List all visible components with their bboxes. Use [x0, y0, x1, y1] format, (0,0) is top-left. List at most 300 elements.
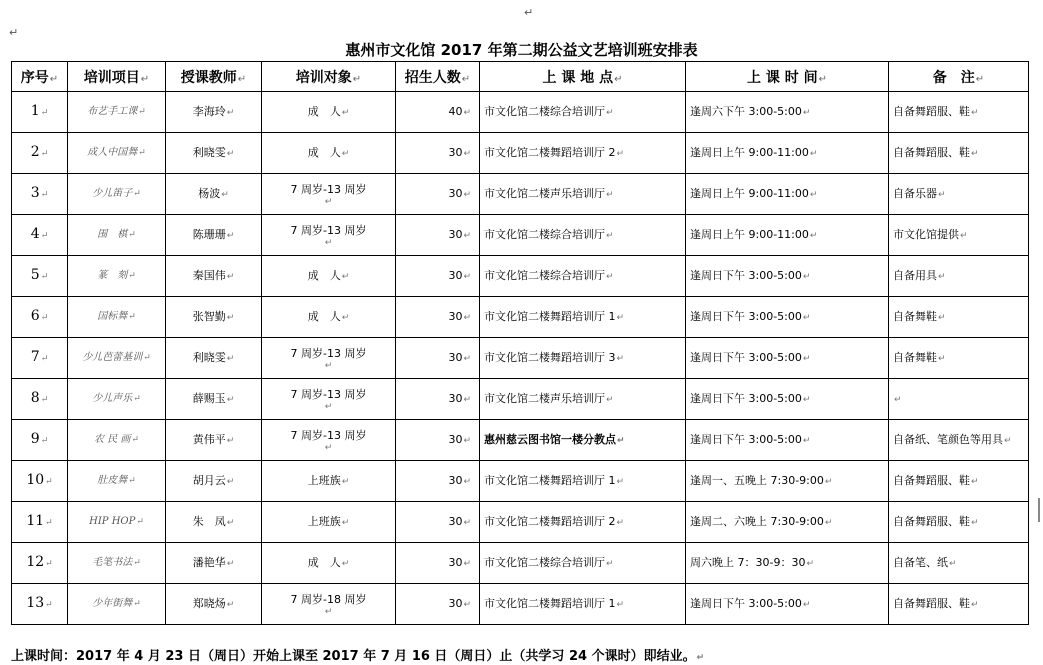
header-cell: 备 注↵ — [889, 62, 1029, 92]
page-title: 惠州市文化馆 2017 年第二期公益文艺培训班安排表 — [345, 41, 698, 59]
cell-mark: ↵ — [341, 558, 350, 569]
teacher-cell-text: 黄伟平 — [192, 432, 226, 446]
place-cell-text: 惠州慈云图书馆一楼分教点 — [484, 432, 616, 446]
cell-mark: ↵ — [606, 394, 614, 405]
count-cell-text: 30 — [448, 555, 463, 569]
cell-mark: ↵ — [341, 271, 350, 282]
row-number — [12, 338, 68, 379]
cell-mark: ↵ — [802, 353, 811, 364]
cell-mark: ↵ — [40, 312, 49, 323]
place-cell-text: 市文化馆二楼综合培训厅 — [484, 555, 605, 569]
note-cell — [889, 420, 1029, 461]
row-number — [12, 297, 68, 338]
note-cell — [889, 379, 1029, 420]
cell-mark: ↵ — [324, 360, 333, 371]
cell-mark: ↵ — [136, 517, 144, 527]
target-cell — [262, 420, 396, 461]
cell-mark: ↵ — [960, 230, 968, 241]
cell-mark: ↵ — [938, 189, 946, 200]
place-cell-text: 市文化馆二楼舞蹈培训厅 3 — [484, 350, 616, 364]
row-number — [12, 379, 68, 420]
target-cell — [262, 584, 396, 625]
cell-mark: ↵ — [938, 271, 946, 282]
header-cell: 培训对象↵ — [262, 62, 396, 92]
teacher-cell — [166, 502, 262, 543]
place-cell — [480, 174, 686, 215]
cell-mark: ↵ — [45, 476, 53, 487]
project-cell — [68, 379, 166, 420]
place-cell — [480, 215, 686, 256]
place-cell-text: 市文化馆二楼舞蹈培训厅 2 — [484, 514, 616, 528]
cell-mark: ↵ — [809, 189, 818, 200]
place-cell-text: 市文化馆二楼舞蹈培训厅 1 — [484, 309, 616, 323]
time-cell — [686, 502, 889, 543]
teacher-cell — [166, 174, 262, 215]
count-cell-text: 30 — [448, 350, 463, 364]
note-cell-text: 自备舞蹈服、鞋 — [893, 473, 970, 487]
target-cell-text: 7 周岁-13 周岁 — [290, 182, 367, 196]
target-cell — [262, 215, 396, 256]
cell-mark: ↵ — [226, 599, 235, 610]
header-cell: 上 课 地 点↵ — [480, 62, 686, 92]
cell-mark: ↵ — [226, 476, 235, 487]
project-cell-text: 少儿芭蕾基训 — [82, 352, 143, 363]
project-cell — [68, 584, 166, 625]
table-row — [12, 584, 1029, 625]
note-cell-text: 自备舞蹈服、鞋 — [893, 145, 970, 159]
target-cell-text: 上班族 — [307, 473, 341, 487]
place-cell — [480, 584, 686, 625]
place-cell — [480, 379, 686, 420]
place-cell — [480, 92, 686, 133]
cell-mark: ↵ — [133, 599, 141, 609]
cell-mark: ↵ — [616, 312, 625, 323]
target-cell-text: 7 周岁-18 周岁 — [290, 592, 367, 606]
time-cell-text: 逢周日下午 3:00-5:00 — [690, 596, 802, 610]
cell-mark: ↵ — [938, 312, 946, 323]
cell-mark: ↵ — [128, 476, 136, 486]
row-number — [12, 92, 68, 133]
time-cell-text: 逢周日下午 3:00-5:00 — [690, 350, 802, 364]
header-cell: 招生人数↵ — [396, 62, 480, 92]
cell-mark: ↵ — [894, 394, 902, 405]
cell-mark: ↵ — [971, 476, 979, 487]
cell-mark: ↵ — [463, 353, 471, 364]
time-cell-text: 逢周一、五晚上 7:30-9:00 — [690, 473, 824, 487]
header-cell: 授课教师↵ — [166, 62, 262, 92]
project-cell — [68, 338, 166, 379]
cell-mark: ↵ — [226, 271, 235, 282]
note-cell — [889, 133, 1029, 174]
teacher-cell — [166, 379, 262, 420]
place-cell — [480, 502, 686, 543]
count-cell-text: 30 — [448, 473, 463, 487]
cell-mark: ↵ — [617, 435, 625, 446]
cell-mark: ↵ — [45, 558, 53, 569]
count-cell — [396, 543, 480, 584]
place-cell — [480, 543, 686, 584]
paragraph-mark: ↵ — [9, 26, 19, 39]
cell-mark: ↵ — [341, 312, 350, 323]
cell-mark: ↵ — [133, 189, 141, 199]
cell-mark: ↵ — [606, 558, 614, 569]
cell-mark: ↵ — [809, 148, 818, 159]
row-number-text: 11 — [26, 512, 45, 529]
cell-mark: ↵ — [226, 394, 235, 405]
place-cell — [480, 256, 686, 297]
table-row — [12, 379, 1029, 420]
scroll-edge — [1038, 498, 1040, 522]
note-cell — [889, 215, 1029, 256]
teacher-cell — [166, 420, 262, 461]
project-cell — [68, 256, 166, 297]
cell-mark: ↵ — [40, 435, 49, 446]
count-cell-text: 30 — [448, 227, 463, 241]
cell-mark: ↵ — [802, 312, 811, 323]
cell-mark: ↵ — [606, 230, 614, 241]
target-cell-text: 7 周岁-13 周岁 — [290, 346, 367, 360]
project-cell — [68, 502, 166, 543]
class-time-note: 上课时间：2017 年 4 月 23 日（周日）开始上课至 2017 年 7 月 16 日（周日）止（共学习 24 个课时）即结业。↵ — [11, 649, 705, 664]
time-cell-text: 逢周日下午 3:00-5:00 — [690, 391, 802, 405]
count-cell — [396, 256, 480, 297]
count-cell-text: 30 — [448, 309, 463, 323]
cell-mark: ↵ — [824, 517, 833, 528]
cell-mark: ↵ — [606, 107, 614, 118]
note-cell — [889, 256, 1029, 297]
cell-mark: ↵ — [226, 148, 235, 159]
note-cell — [889, 584, 1029, 625]
cell-mark: ↵ — [341, 107, 350, 118]
class-time-label: 上课时间： — [11, 649, 77, 664]
target-cell — [262, 543, 396, 584]
target-cell-text: 上班族 — [307, 514, 341, 528]
time-cell — [686, 133, 889, 174]
place-cell-text: 市文化馆二楼声乐培训厅 — [484, 391, 605, 405]
teacher-cell — [166, 461, 262, 502]
paragraph-mark: ↵ — [524, 6, 534, 19]
target-cell — [262, 174, 396, 215]
place-cell — [480, 420, 686, 461]
teacher-cell-text: 张智勤 — [192, 309, 226, 323]
count-cell — [396, 174, 480, 215]
teacher-cell — [166, 256, 262, 297]
cell-mark: ↵ — [463, 312, 471, 323]
teacher-cell-text: 利晓雯 — [192, 350, 226, 364]
time-cell — [686, 174, 889, 215]
cell-mark: ↵ — [802, 394, 811, 405]
count-cell — [396, 133, 480, 174]
cell-mark: ↵ — [226, 107, 235, 118]
place-cell-text: 市文化馆二楼舞蹈培训厅 1 — [484, 473, 616, 487]
cell-mark: ↵ — [138, 148, 146, 158]
row-number — [12, 215, 68, 256]
teacher-cell — [166, 133, 262, 174]
count-cell-text: 30 — [448, 145, 463, 159]
cell-mark: ↵ — [226, 517, 235, 528]
note-cell — [889, 543, 1029, 584]
time-cell — [686, 92, 889, 133]
cell-mark: ↵ — [463, 394, 471, 405]
target-cell — [262, 379, 396, 420]
cell-mark: ↵ — [40, 394, 49, 405]
cell-mark: ↵ — [809, 230, 818, 241]
cell-mark: ↵ — [616, 148, 625, 159]
time-cell-text: 逢周日下午 3:00-5:00 — [690, 432, 802, 446]
cell-mark: ↵ — [971, 599, 979, 610]
header-cell: 上 课 时 间↵ — [686, 62, 889, 92]
time-cell-text: 逢周日下午 3:00-5:00 — [690, 309, 802, 323]
project-cell — [68, 297, 166, 338]
cell-mark: ↵ — [824, 476, 833, 487]
count-cell — [396, 215, 480, 256]
cell-mark: ↵ — [463, 599, 471, 610]
project-cell — [68, 215, 166, 256]
header-cell: 序号↵ — [12, 62, 68, 92]
row-number-text: 6 — [30, 307, 40, 324]
note-cell — [889, 461, 1029, 502]
cell-mark: ↵ — [45, 599, 53, 610]
target-cell-text: 7 周岁-13 周岁 — [290, 428, 367, 442]
teacher-cell-text: 李海玲 — [192, 104, 226, 118]
time-cell-text: 逢周日上午 9:00-11:00 — [690, 145, 809, 159]
target-cell-text: 成 人 — [307, 309, 341, 323]
target-cell-text: 7 周岁-13 周岁 — [290, 387, 367, 401]
note-cell-text: 自备纸、笔颜色等用具 — [893, 432, 1003, 446]
place-cell-text: 市文化馆二楼综合培训厅 — [484, 268, 605, 282]
cell-mark: ↵ — [971, 107, 979, 118]
place-cell — [480, 461, 686, 502]
cell-mark: ↵ — [606, 271, 614, 282]
time-cell-text: 逢周日下午 3:00-5:00 — [690, 268, 802, 282]
place-cell-text: 市文化馆二楼声乐培训厅 — [484, 186, 605, 200]
cell-mark: ↵ — [802, 599, 811, 610]
note-cell-text: 自备舞蹈服、鞋 — [893, 104, 970, 118]
teacher-cell-text: 杨波 — [198, 186, 221, 200]
cell-mark: ↵ — [143, 353, 151, 363]
teacher-cell-text: 利晓雯 — [192, 145, 226, 159]
row-number — [12, 174, 68, 215]
project-cell-text: 农 民 画 — [94, 434, 131, 445]
cell-mark: ↵ — [616, 517, 625, 528]
target-cell — [262, 92, 396, 133]
count-cell — [396, 461, 480, 502]
time-cell — [686, 215, 889, 256]
cell-mark: ↵ — [463, 148, 471, 159]
table-row — [12, 297, 1029, 338]
teacher-cell — [166, 92, 262, 133]
teacher-cell — [166, 543, 262, 584]
table-row — [12, 215, 1029, 256]
project-cell-text: 毛笔书法 — [92, 557, 133, 568]
time-cell — [686, 338, 889, 379]
count-cell — [396, 338, 480, 379]
time-cell-text: 逢周日上午 9:00-11:00 — [690, 227, 809, 241]
count-cell-text: 30 — [448, 186, 463, 200]
cell-mark: ↵ — [226, 312, 235, 323]
project-cell — [68, 174, 166, 215]
cell-mark: ↵ — [971, 148, 979, 159]
target-cell-text: 成 人 — [307, 555, 341, 569]
cell-mark: ↵ — [463, 435, 471, 446]
row-number-text: 10 — [26, 471, 45, 488]
project-cell-text: 布艺手工课 — [87, 106, 138, 117]
cell-mark: ↵ — [938, 353, 946, 364]
project-cell — [68, 461, 166, 502]
row-number — [12, 133, 68, 174]
cell-mark: ↵ — [971, 517, 979, 528]
schedule-table — [11, 61, 1029, 625]
row-number-text: 2 — [30, 143, 40, 160]
target-cell — [262, 461, 396, 502]
note-cell — [889, 297, 1029, 338]
project-cell — [68, 543, 166, 584]
target-cell-text: 成 人 — [307, 145, 341, 159]
teacher-cell-text: 郑晓炀 — [192, 596, 226, 610]
place-cell — [480, 133, 686, 174]
cell-mark: ↵ — [226, 558, 235, 569]
note-cell-text: 自备舞蹈服、鞋 — [893, 596, 970, 610]
project-cell-text: 围 棋 — [97, 229, 128, 240]
header-row — [12, 62, 1029, 92]
table-row — [12, 420, 1029, 461]
table-row — [12, 174, 1029, 215]
cell-mark: ↵ — [40, 189, 49, 200]
place-cell — [480, 297, 686, 338]
teacher-cell — [166, 215, 262, 256]
target-cell — [262, 338, 396, 379]
row-number — [12, 584, 68, 625]
note-cell-text: 自备笔、纸 — [893, 555, 948, 569]
count-cell-text: 30 — [448, 268, 463, 282]
note-cell-text: 自备舞鞋 — [893, 309, 937, 323]
row-number-text: 5 — [30, 266, 40, 283]
cell-mark: ↵ — [1004, 435, 1012, 446]
cell-mark: ↵ — [341, 476, 350, 487]
note-cell — [889, 92, 1029, 133]
teacher-cell — [166, 584, 262, 625]
cell-mark: ↵ — [133, 394, 141, 404]
note-cell — [889, 338, 1029, 379]
cell-mark: ↵ — [463, 517, 471, 528]
note-cell-text: 自备乐器 — [893, 186, 937, 200]
cell-mark: ↵ — [45, 517, 53, 528]
cell-mark: ↵ — [133, 558, 141, 568]
row-number-text: 4 — [30, 225, 40, 242]
project-cell — [68, 133, 166, 174]
cell-mark: ↵ — [463, 476, 471, 487]
project-cell-text: 少儿笛子 — [92, 188, 133, 199]
count-cell-text: 30 — [448, 432, 463, 446]
place-cell-text: 市文化馆二楼综合培训厅 — [484, 104, 605, 118]
target-cell — [262, 297, 396, 338]
table-row — [12, 133, 1029, 174]
cell-mark: ↵ — [131, 435, 139, 445]
count-cell — [396, 379, 480, 420]
count-cell — [396, 92, 480, 133]
project-cell-text: 少年街舞 — [92, 598, 133, 609]
cell-mark: ↵ — [616, 476, 625, 487]
row-number-text: 12 — [26, 553, 45, 570]
cell-mark: ↵ — [616, 353, 625, 364]
row-number-text: 8 — [30, 389, 40, 406]
time-cell-text: 周六晚上 7：30-9：30 — [690, 555, 806, 569]
project-cell-text: 国标舞 — [97, 311, 128, 322]
cell-mark: ↵ — [226, 230, 235, 241]
cell-mark: ↵ — [324, 196, 333, 207]
cell-mark: ↵ — [226, 435, 235, 446]
teacher-cell-text: 潘艳华 — [192, 555, 226, 569]
project-cell-text: 成人中国舞 — [87, 147, 138, 158]
table-row — [12, 338, 1029, 379]
count-cell-text: 40 — [448, 104, 463, 118]
time-cell — [686, 461, 889, 502]
teacher-cell-text: 胡月云 — [192, 473, 226, 487]
teacher-cell — [166, 338, 262, 379]
teacher-cell-text: 薛赐玉 — [192, 391, 226, 405]
cell-mark: ↵ — [806, 558, 815, 569]
table-row — [12, 92, 1029, 133]
target-cell — [262, 256, 396, 297]
cell-mark: ↵ — [463, 230, 471, 241]
cell-mark: ↵ — [802, 107, 811, 118]
project-cell-text: 肚皮舞 — [97, 475, 128, 486]
target-cell — [262, 502, 396, 543]
note-cell-text: 自备用具 — [893, 268, 937, 282]
cell-mark: ↵ — [128, 312, 136, 322]
target-cell — [262, 133, 396, 174]
teacher-cell-text: 秦国伟 — [192, 268, 226, 282]
count-cell-text: 30 — [448, 596, 463, 610]
teacher-cell-text: 朱 凤 — [192, 514, 226, 528]
row-number-text: 3 — [30, 184, 40, 201]
cell-mark: ↵ — [463, 271, 471, 282]
cell-mark: ↵ — [221, 189, 229, 200]
row-number — [12, 461, 68, 502]
row-number-text: 1 — [30, 102, 40, 119]
place-cell — [480, 338, 686, 379]
note-cell — [889, 174, 1029, 215]
place-cell-text: 市文化馆二楼舞蹈培训厅 1 — [484, 596, 616, 610]
table-row — [12, 502, 1029, 543]
table-row — [12, 461, 1029, 502]
project-cell — [68, 92, 166, 133]
cell-mark: ↵ — [616, 599, 625, 610]
count-cell-text: 30 — [448, 391, 463, 405]
time-cell — [686, 420, 889, 461]
row-number-text: 9 — [30, 430, 40, 447]
cell-mark: ↵ — [128, 230, 136, 240]
time-cell-text: 逢周日上午 9:00-11:00 — [690, 186, 809, 200]
time-cell-text: 逢周六下午 3:00-5:00 — [690, 104, 802, 118]
cell-mark: ↵ — [40, 148, 49, 159]
cell-mark: ↵ — [341, 517, 350, 528]
count-cell-text: 30 — [448, 514, 463, 528]
cell-mark: ↵ — [40, 271, 49, 282]
project-cell-text: 少儿声乐 — [92, 393, 133, 404]
count-cell — [396, 502, 480, 543]
table-body — [12, 92, 1029, 625]
time-cell — [686, 256, 889, 297]
cell-mark: ↵ — [324, 237, 333, 248]
project-cell-text: 篆 刻 — [97, 270, 128, 281]
cell-mark: ↵ — [341, 148, 350, 159]
cell-mark: ↵ — [138, 107, 146, 117]
cell-mark: ↵ — [226, 353, 235, 364]
cell-mark: ↵ — [128, 271, 136, 281]
table-row — [12, 543, 1029, 584]
place-cell-text: 市文化馆二楼综合培训厅 — [484, 227, 605, 241]
